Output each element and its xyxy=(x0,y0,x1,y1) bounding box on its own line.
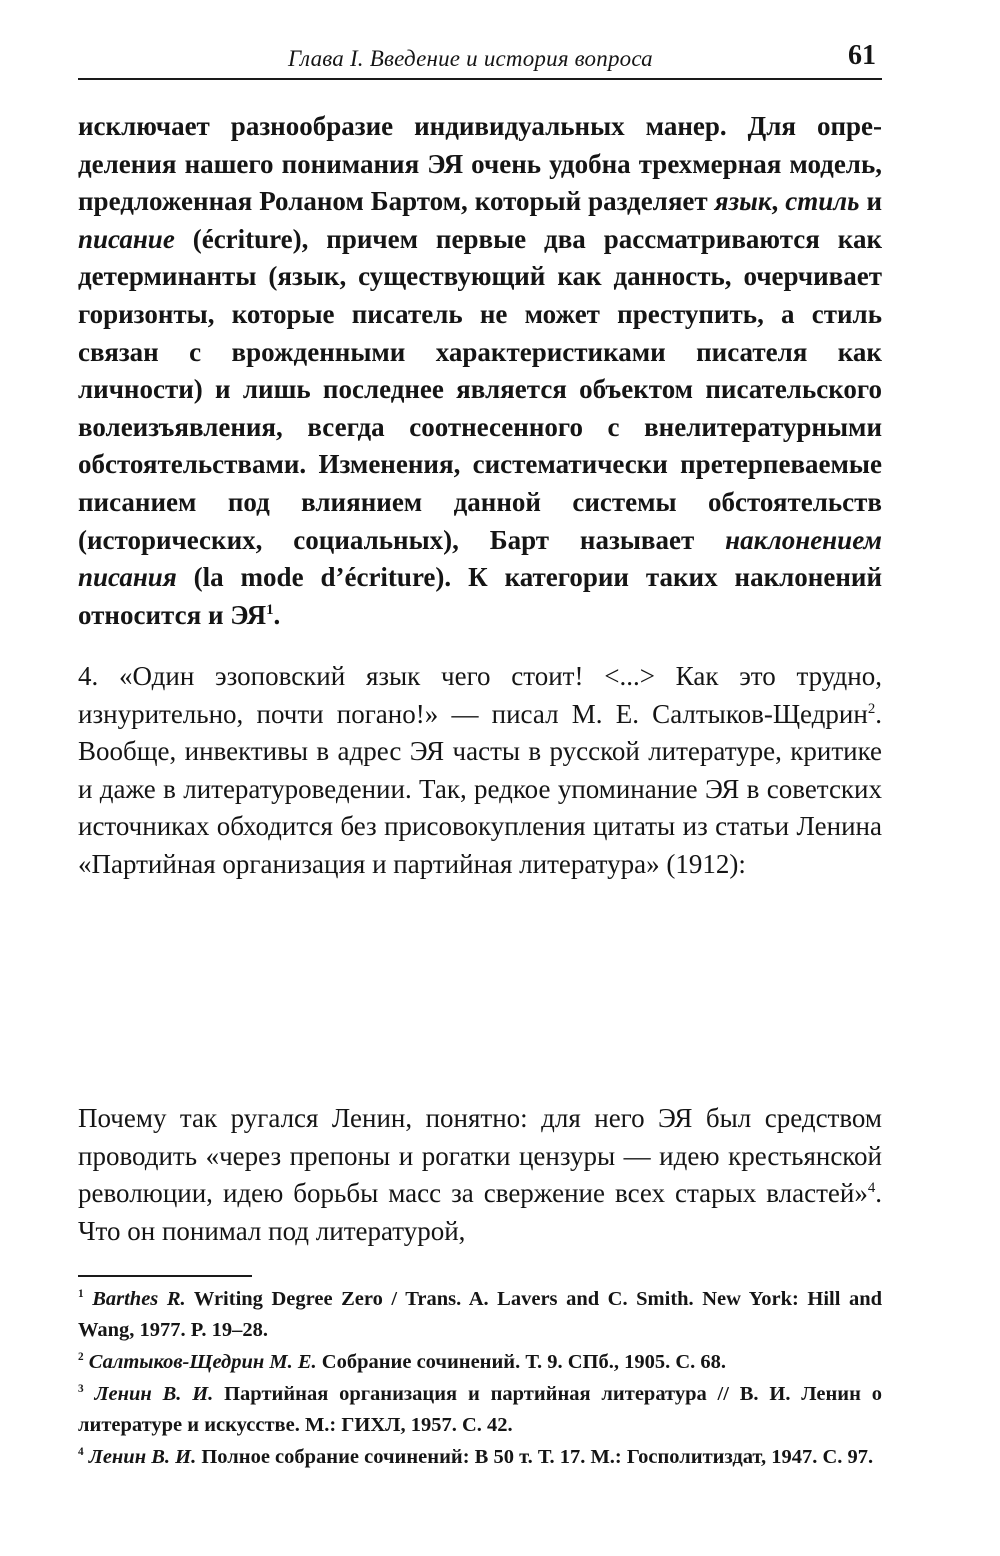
p3-text-b: . Что он понимал под литературой, xyxy=(78,1178,882,1246)
page-number: 61 xyxy=(848,40,876,71)
footnote-text: Writing Degree Zero / Trans. A. Lavers and C. Smith. New York: Hill and Wang, 1977. P. 19–28. xyxy=(78,1288,883,1341)
footnotes xyxy=(78,1284,882,1474)
p2-text-a: 4. «Один эзоповский язык чего стоит! <...> Как это трудно, изнурительно, почти погано!» — писал М. Е. Салтыков-Щедрин xyxy=(78,661,882,729)
footnote-author: Barthes R. xyxy=(92,1288,186,1310)
footnote-4 xyxy=(78,1442,882,1473)
footnote-text: Собрание сочинений. Т. 9. СПб., 1905. С. 68. xyxy=(316,1351,727,1373)
p1-term-language: язык xyxy=(714,186,772,217)
footnote-author: Ленин В. И. xyxy=(88,1446,197,1468)
paragraph-lenin-reason xyxy=(78,1100,882,1250)
footnote-3 xyxy=(78,1379,882,1441)
p1-text-c: и xyxy=(859,186,883,217)
footnote-number: 4 xyxy=(78,1446,84,1459)
p1-text-f: . xyxy=(273,599,281,630)
paragraph-barthes-model xyxy=(78,108,882,634)
p1-text-d: (écriture), причем первые два рассматриваются как детерминанты (язык, существующий как данность, очерчивает горизонты, которые писатель не может преступить, а стиль связан с врожденными характеристиками писателя как личности) и лишь последнее является объектом писательского волеизъявления, всегда соотнесенного с внелитературными обстоятельствами. Изменения, систематически претерпеваемые писанием под влиянием данной системы обстоятельств (исторических, социальных), Барт называет xyxy=(78,223,882,555)
footnote-ref-4[interactable]: 4 xyxy=(867,1180,876,1197)
paragraph-section-4 xyxy=(78,658,882,884)
footnote-number: 1 xyxy=(78,1288,84,1301)
p1-term-writing: писание xyxy=(78,223,175,254)
footnote-text: Полное собрание сочинений: В 50 т. Т. 17. М.: Госполитиздат, 1947. С. 97. xyxy=(196,1446,874,1468)
p1-text-b: , xyxy=(771,186,786,217)
p3-text-a: Почему так ругался Ленин, понятно: для него ЭЯ был средством проводить «через препоны и рогатки цензуры — идею крестьянской революции, идею борьбы масс за свержение всех старых властей» xyxy=(78,1103,882,1209)
running-header xyxy=(78,38,882,80)
footnote-1 xyxy=(78,1284,882,1346)
footnote-author: Ленин В. И. xyxy=(94,1383,214,1405)
p2-text-b: . Вообще, инвективы в адрес ЭЯ часты в русской литературе, критике и даже в литературоведении. Так, редкое упоминание ЭЯ в советских источниках обходится без присовокупления цитаты из статьи Ленина «Партийная организация и партийная литература» (1912): xyxy=(78,698,882,879)
p1-term-mode-of-writing: наклонением писания xyxy=(78,524,882,593)
running-title: Глава I. Введение и история вопроса xyxy=(288,46,653,71)
footnote-ref-1[interactable]: 1 xyxy=(266,601,274,618)
footnote-number: 3 xyxy=(78,1383,84,1396)
footnote-2 xyxy=(78,1347,882,1378)
footnote-number: 2 xyxy=(78,1351,84,1364)
footnote-text: Партийная организация и партийная литература // В. И. Ленин о литературе и искусстве. М.: ГИХЛ, 1957. С. 42. xyxy=(78,1383,882,1436)
p1-text-a: исключает разнообразие индивидуальных манер. Для определения нашего понимания ЭЯ очень удобна трехмерная модель, предложенная Роланом Бартом, который разделяет xyxy=(78,111,882,217)
p1-term-style: стиль xyxy=(785,186,860,217)
footnote-divider xyxy=(78,1275,252,1277)
footnote-ref-2[interactable]: 2 xyxy=(867,700,876,717)
footnote-author: Салтыков-Щедрин М. Е. xyxy=(88,1351,317,1373)
p1-text-e: (la mode d’écriture). К категории таких наклонений относится и ЭЯ xyxy=(78,562,882,630)
